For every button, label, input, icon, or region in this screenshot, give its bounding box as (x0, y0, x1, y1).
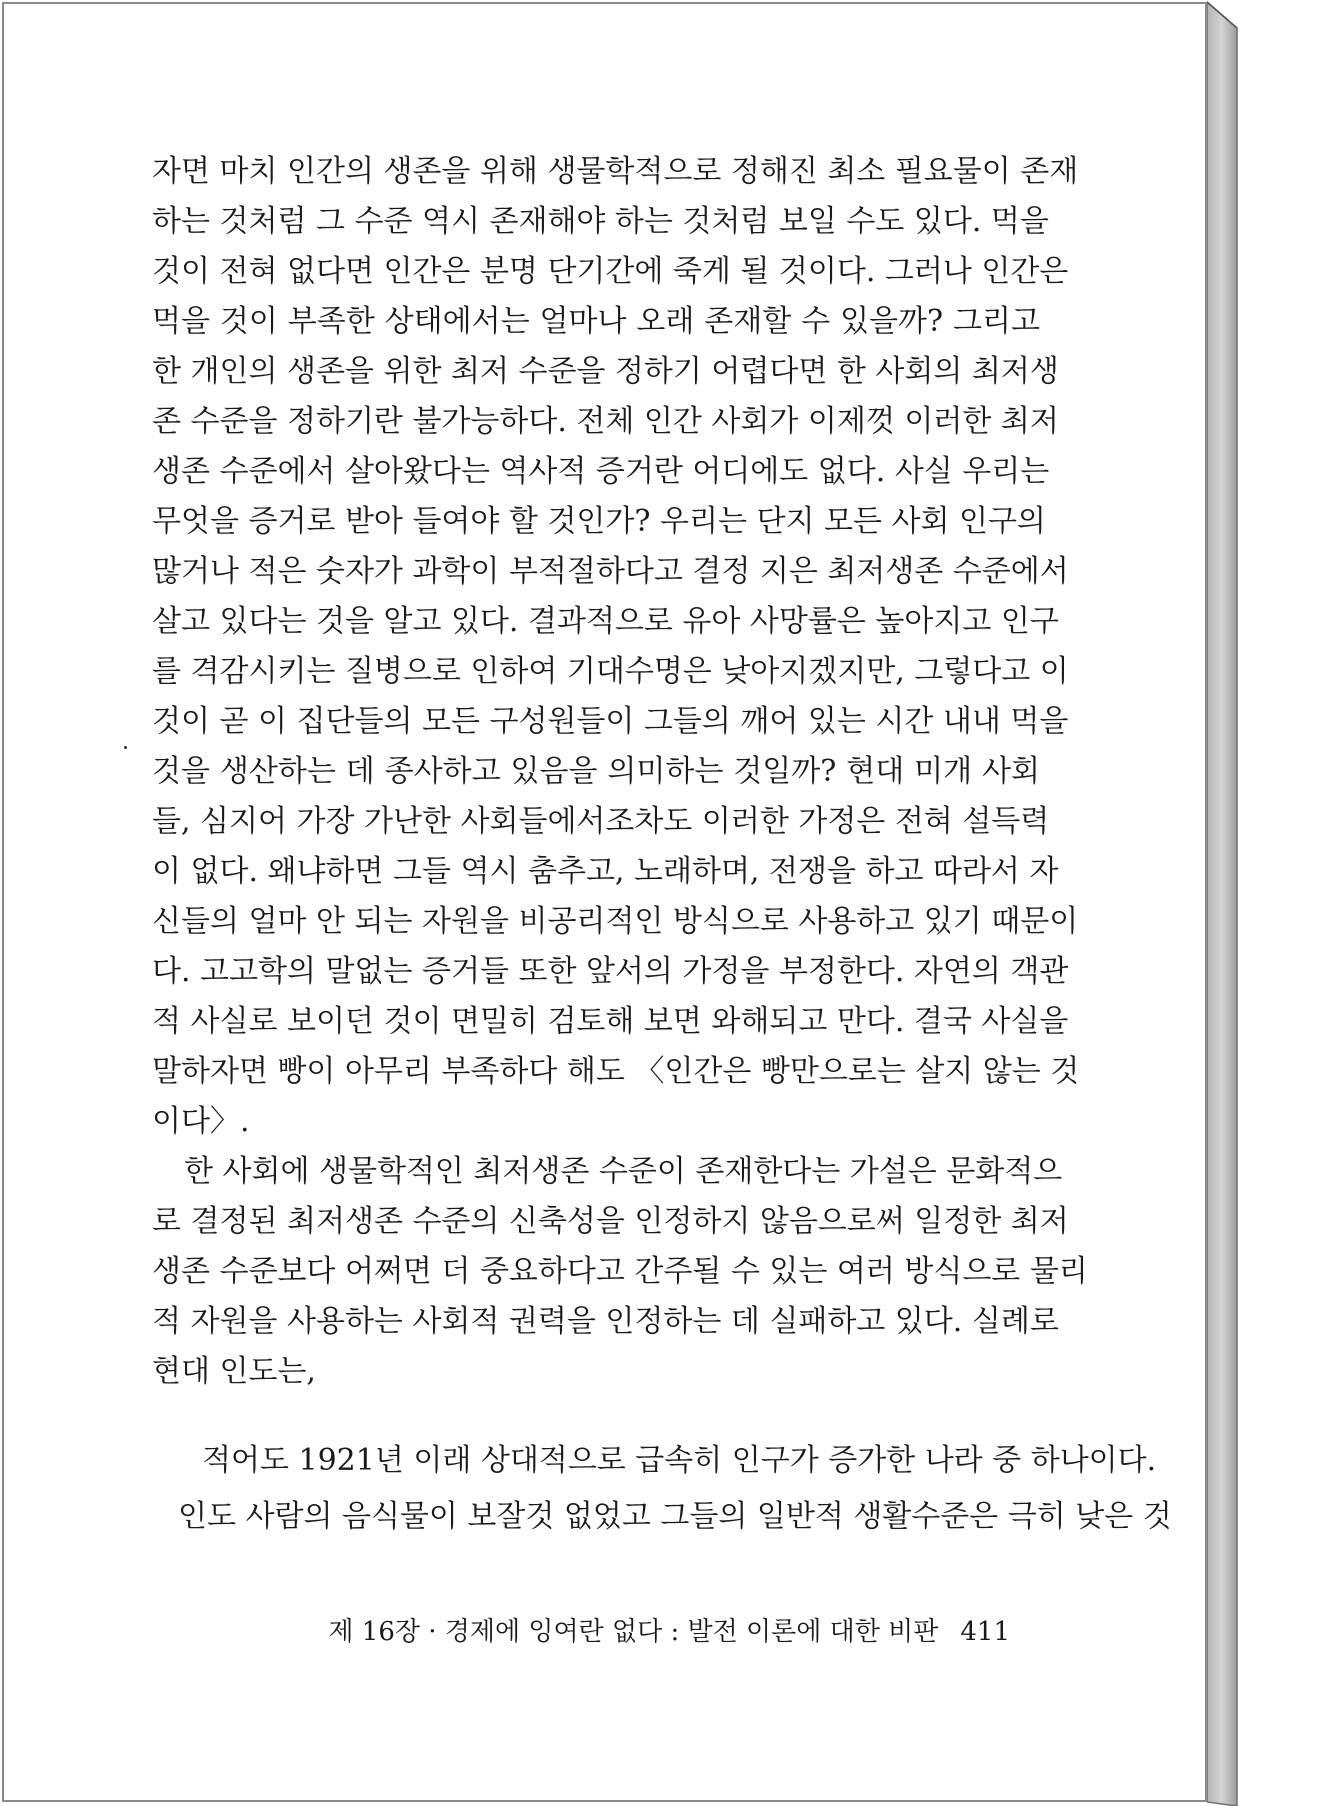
text-line: 생존 수준보다 어쩌면 더 중요하다고 간주될 수 있는 여러 방식으로 물리 (152, 1254, 1088, 1289)
text-line: 현대 인도는, (152, 1354, 316, 1389)
page-footer (328, 1612, 1010, 1652)
text-line: 하는 것처럼 그 수준 역시 존재해야 하는 것처럼 보일 수도 있다. 먹을 (152, 204, 1049, 239)
page-number: 411 (960, 1617, 1010, 1647)
text-line: 것이 전혀 없다면 인간은 분명 단기간에 죽게 될 것이다. 그러나 인간은 (152, 254, 1069, 289)
quote-line: 인도 사람의 음식물이 보잘것 없었고 그들의 일반적 생활수준은 극히 낮은 것 (178, 1499, 1172, 1534)
text-line: 들, 심지어 가장 가난한 사회들에서조차도 이러한 가정은 전혀 설득력 (152, 804, 1050, 839)
text-line: 한 개인의 생존을 위한 최저 수준을 정하기 어렵다면 한 사회의 최저생 (152, 354, 1059, 389)
block-quote (178, 1433, 1172, 1545)
text-line: 자면 마치 인간의 생존을 위해 생물학적으로 정해진 최소 필요물이 존재 (152, 154, 1079, 189)
text-line: 많거나 적은 숫자가 과학이 부적절하다고 결정 지은 최저생존 수준에서 (152, 554, 1069, 589)
text-line: 적 자원을 사용하는 사회적 권력을 인정하는 데 실패하고 있다. 실례로 (152, 1304, 1059, 1339)
text-line: 생존 수준에서 살아왔다는 역사적 증거란 어디에도 없다. 사실 우리는 (152, 454, 1050, 489)
text-line: 적 사실로 보이던 것이 면밀히 검토해 보면 와해되고 만다. 결국 사실을 (152, 1004, 1069, 1039)
text-line: 말하자면 빵이 아무리 부족하다 해도 〈인간은 빵만으로는 살지 않는 것 (152, 1054, 1080, 1089)
text-line: 것이 곧 이 집단들의 모든 구성원들이 그들의 깨어 있는 시간 내내 먹을 (152, 704, 1069, 739)
text-line: 이 없다. 왜냐하면 그들 역시 춤추고, 노래하며, 전쟁을 하고 따라서 자 (152, 854, 1059, 889)
text-line: 살고 있다는 것을 알고 있다. 결과적으로 유아 사망률은 높아지고 인구 (152, 604, 1059, 639)
text-line: 무엇을 증거로 받아 들여야 할 것인가? 우리는 단지 모든 사회 인구의 (152, 504, 1046, 539)
text-line: 존 수준을 정하기란 불가능하다. 전체 인간 사회가 이제껏 이러한 최저 (152, 404, 1059, 439)
text-line: 이다〉. (152, 1104, 250, 1139)
text-line: 것을 생산하는 데 종사하고 있음을 의미하는 것일까? 현대 미개 사회 (152, 754, 1040, 789)
text-line: 를 격감시키는 질병으로 인하여 기대수명은 낮아지겠지만, 그렇다고 이 (152, 654, 1069, 689)
body-text (152, 147, 1088, 1397)
quote-line: 적어도 1921년 이래 상대적으로 급속히 인구가 증가한 나라 중 하나이다. (202, 1443, 1157, 1478)
scan-speck (124, 746, 127, 749)
text-line: 먹을 것이 부족한 상태에서는 얼마나 오래 존재할 수 있을까? 그리고 (152, 304, 1040, 339)
text-line: 신들의 얼마 안 되는 자원을 비공리적인 방식으로 사용하고 있기 때문이 (152, 904, 1079, 939)
text-line: 다. 고고학의 말없는 증거들 또한 앞서의 가정을 부정한다. 자연의 객관 (152, 954, 1069, 989)
running-title: 제 16장 · 경제에 잉여란 없다 : 발전 이론에 대한 비판 (328, 1617, 939, 1647)
book-edge (1207, 0, 1243, 1806)
text-line: 로 결정된 최저생존 수준의 신축성을 인정하지 않음으로써 일정한 최저 (152, 1204, 1069, 1239)
paragraph-first-line: 한 사회에 생물학적인 최저생존 수준이 존재한다는 가설은 문화적으 (184, 1154, 1063, 1189)
